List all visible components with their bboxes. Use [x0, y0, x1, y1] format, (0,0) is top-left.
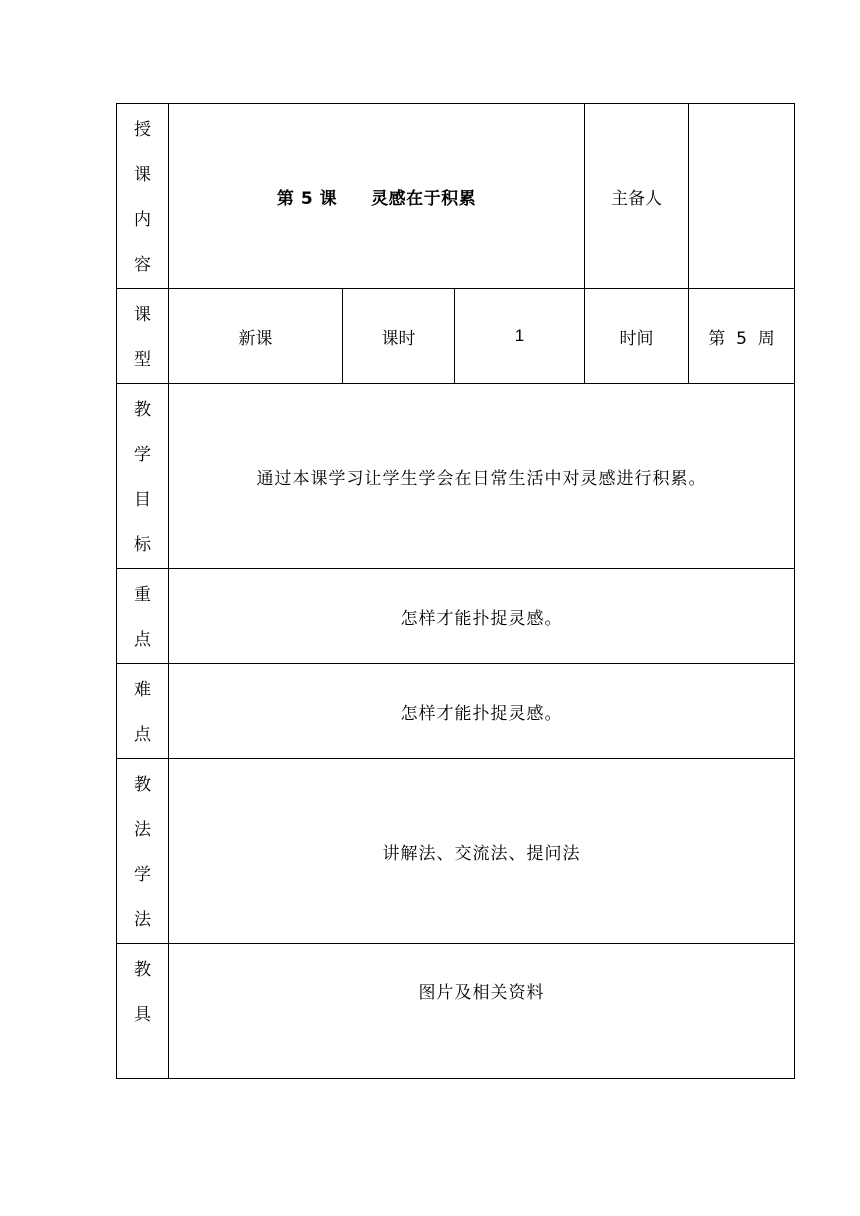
row-content: [117, 104, 795, 289]
label-key-point: 重 点: [117, 569, 169, 664]
time-label: 时间: [585, 289, 689, 384]
label-tools: 教 具: [117, 944, 169, 1079]
preparer-label: 主备人: [585, 104, 689, 289]
row-difficulty: [117, 664, 795, 759]
key-point-value: 怎样才能扑捉灵感。: [169, 569, 795, 664]
time-value: 第 5 周: [689, 289, 795, 384]
method-value: 讲解法、交流法、提问法: [169, 759, 795, 944]
label-difficulty: 难 点: [117, 664, 169, 759]
label-type: 课 型: [117, 289, 169, 384]
lesson-title: [169, 104, 585, 289]
label-goal: 教 学 目 标: [117, 384, 169, 569]
type-value: 新课: [169, 289, 343, 384]
row-key-point: [117, 569, 795, 664]
lesson-number: 第 5 课: [276, 188, 338, 209]
row-method: [117, 759, 795, 944]
tools-value: 图片及相关资料: [169, 944, 795, 1079]
label-method: 教 法 学 法: [117, 759, 169, 944]
row-tools: [117, 944, 795, 1079]
hours-label: 课时: [343, 289, 455, 384]
hours-value: 1: [455, 289, 585, 384]
lesson-topic: 灵感在于积累: [371, 188, 477, 209]
preparer-value: [689, 104, 795, 289]
lesson-plan-table: [116, 103, 795, 1079]
row-type: [117, 289, 795, 384]
goal-value: 通过本课学习让学生学会在日常生活中对灵感进行积累。: [169, 384, 795, 569]
label-content: 授 课 内 容: [117, 104, 169, 289]
difficulty-value: 怎样才能扑捉灵感。: [169, 664, 795, 759]
row-goal: [117, 384, 795, 569]
